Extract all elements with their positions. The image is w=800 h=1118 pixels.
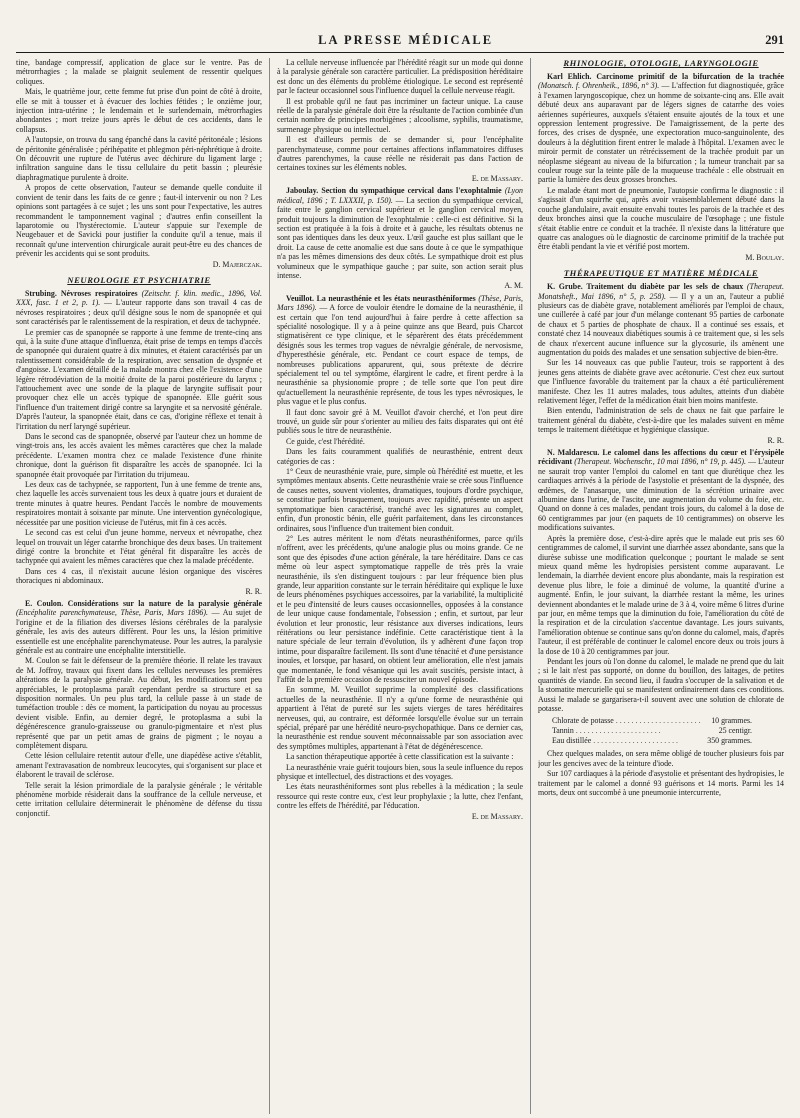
article-title: Considérations sur la nature de la paralysie générale [67, 598, 262, 608]
article-lead: — A force de vouloir étendre le domaine de la neurasthénie, il est certain que l'on tend aujourd'hui à faire perdre à cette affection sa spécialité nosologique. Il y a à peine quinze ans que Beard, puis Charcot stigmatisèrent ce type clinique, et le séparèrent des états précédemment désignés sous les termes trop vagues de névralgie générale, de nervosisme, d'hyperesthésie générale, etc. Pendant ce court espace de temps, de nombreuses publications apparurent, qui, sous prétexte de décrire spécialement tel ou tel symptôme, élargirent le cadre, et firent perdre à la neurasthénie sa physionomie propre ; de telle sorte que l'on peut dire qu'actuellement la neurasthénie représente, de tous les types névrosiques, le plus vague et le plus confus. [277, 303, 523, 407]
paragraph: Dans le second cas de spanopnée, observé par l'auteur chez un homme de vingt-trois ans, les accès avaient les mêmes caractères que chez la malade précédente. L'examen montra chez ce malade l'existence d'une rhinite chronique, dont la guérison fit disparaître les accès de spanopnée. Ici la spanopnée était provoquée par l'irritation du trijumeau. [16, 432, 262, 479]
author-signature: M. Boulay. [745, 252, 784, 262]
paragraph: Ce guide, c'est l'hérédité. [286, 436, 365, 446]
paragraph: Les deux cas de tachypnée, se rapportent, l'un à une femme de trente ans, chez laquelle les accès survenaient tous les deux à quatre jours et duraient de trente minutes à quatre heures. Pendant l'accès le nombre de mouvements respiratoires montait à soixante par minute. Une intervention gynécologique, nécessitée par une position vicieuse de l'utérus, mit fin à ces accès. [16, 480, 262, 527]
author-signature: E. de Massary. [471, 173, 523, 183]
paragraph: Bien entendu, l'administration de sels de chaux ne fait que parfaire le traitement général du diabète, c'est-à-dire que les malades suivent en même temps le traitement diététique et hygiénique classique. [538, 406, 784, 435]
section-heading: NEUROLOGIE ET PSYCHIATRIE [67, 274, 211, 285]
author-signature: D. Majerczak. [212, 259, 262, 269]
page-number: 291 [765, 33, 784, 47]
article-reference: (Therapeut. Wochenschr., 10 mai 1896, n° 19, p. 445). [574, 457, 746, 467]
text-columns [16, 58, 784, 1114]
article-author: Strubing. [25, 288, 57, 298]
paragraph: Il faut donc savoir gré à M. Veuillot d'avoir cherché, et l'on peut dire trouvé, un guide sûr pour s'orienter au milieu des faits disparates qui ont été publiés sous le titre de neurasthénie. [277, 407, 523, 436]
paragraph: Dans les faits couramment qualifiés de neurasthénie, entrent deux catégories de cas : [277, 447, 523, 466]
ingredient-quantity: 350 grammes. [707, 736, 752, 746]
column-left [16, 58, 262, 1114]
ingredient-quantity: 10 grammes. [711, 716, 752, 726]
ingredient-name: Chlorate de potasse . . . [552, 716, 707, 726]
author-signature: R. R. [767, 435, 784, 445]
paragraph: Le second cas est celui d'un jeune homme, nerveux et névropathe, chez lequel on trouvait un léger catarrhe bronchique des deux bases. Un traitement dirigé contre la bronchite et l'état général fit disparaître les accès de tachypnée qui avaient les mêmes caractères que chez la malade précédente. [16, 528, 262, 566]
prescription-table [552, 716, 752, 746]
article-lead: — L'auteur ne saurait trop vanter l'emploi du calomel en tant que diurétique chez les cardiaques arrivés à la période de l'asystolie et présentant de la dyspnée, des œdèmes, de l'anasarque, une diminution de la sécrétion urinaire avec albumine dans l'urine, de l'ascite, une augmentation du volume du foie, etc. Quand on donne à ces malades, pendant trois jours, du calomel à la dose de 60 centigrammes par jour (en paquets de 10 centigrammes) on observe les modifications suivantes. [538, 457, 784, 533]
author-signature: A. M. [504, 281, 523, 291]
paragraph: Il est probable qu'il ne faut pas incriminer un facteur unique. La cause réelle de la paralysie générale doit être la résultante de l'action combinée d'un certain nombre de principes morbigènes ; alcoolisme, syphilis, traumatisme, surmenage physique ou intellectuel. [277, 96, 523, 134]
article-reference: (Zeitschr. f. klin. medic., 1896, Vol. XXX, fasc. 1 et 2, p. 1). [16, 288, 262, 308]
article-lead: — La section du sympathique cervical, faite entre le ganglion cervical supérieur et le ganglion cervical moyen, produit toujours la diminution de l'exophtalmie : celle-ci est définitive. Si la section est pratiquée à la fois à droite et à gauche, les résultats obtenus ne sont pas identiques dans les deux yeux. L'œil gauche est plus saillant que le droit. La cause de cette anomalie est due sans doute à ce que le sympathique n'a pas les mêmes dimensions des deux côtés. Le sympathique droit est plus volumineux que le sympathique gauche ; par suite, son action serait plus intense. [277, 195, 523, 280]
article-author: K. Grube. [547, 282, 583, 292]
article-title: Névroses respiratoires [60, 288, 138, 298]
paragraph: Pendant les jours où l'on donne du calomel, le malade ne prend que du lait ; si le lait n'est pas supporté, on donne du bouillon, des laitages, de petites quantités de viande. En second lieu, il faudra s'occuper de la salivation et de la stomatite mercurielle qui se manifestent ordinairement dans ces conditions. Aussi le malade se gargarisera-t-il souvent avec une solution de chlorate de potasse. [538, 656, 784, 713]
prescription-row [552, 716, 752, 726]
paragraph: A l'autopsie, on trouva du sang épanché dans la cavité péritonéale ; lésions de péritonite généralisée ; périhépatite et phlegmon péri-néphrétique à droite. On découvrit une rupture de l'utérus avec déchirure du ligament large ; infiltration sanguine dans le tissu cellulaire du petit bassin ; pleurésie diaphragmatique purulente à droite. [16, 135, 262, 182]
author-signature: E. de Massary. [471, 811, 523, 821]
section-heading: RHINOLOGIE, OTOLOGIE, LARYNGOLOGIE [563, 58, 759, 68]
paragraph: Le malade étant mort de pneumonie, l'autopsie confirma le diagnostic : il s'agissait d'un squirrhe qui, après avoir vraisemblablement débuté dans la couche glandulaire, avait ensuite envahi toutes les parois de la trachée et des deux bronches ainsi que la couche musculaire de l'œsophage ; une fistule s'était établie entre ce conduit et la trachée. Il n'existe dans la littérature que quatre cas analogues où le diagnostic de carcinome primitif de la trachée put être établi pendant la vie et vérifié post mortem. [538, 185, 784, 252]
article-reference: (Encéphalite parenchymateuse, Thèse, Paris, Mars 1896). [16, 608, 208, 618]
article-author: E. Coulon. [25, 598, 64, 608]
paragraph: 2° Les autres méritent le nom d'états neurasthéniformes, parce qu'ils n'offrent, avec les précédents, qu'une analogie plus ou moins grande. Ce ne sont que des épisodes d'une action générale, la tare héréditaire. Dans ce cas même où leur aspect symptomatique rappelle de très près la vraie neurasthénie, ils s'en distinguent toujours : par leur fréquence bien plus grande, leur apparition constante sur le terrain héréditaire qui explique le luxe de leurs phénomènes psychiques accessoires, par la variabilité, la multiplicité et le peu d'intensité de leurs causes occasionnelles, opposées à la constance de leur unique cause fondamentale, l'obsession ; enfin, et surtout, par leur évolution et leur pronostic, leur résistance aux diverses indications, leurs réitérations ou leur persistance indéfinie. Cette caractéristique tient à la nature spéciale de leur terrain d'évolution, ils y adhèrent d'une façon trop intime, pour disparaître facilement. Ils sont d'une ténacité et d'une persistance inouïes, et lorsque, par hasard, on obtient leur amélioration, elle n'est jamais que momentanée, le fond vésanique qui les avait suscités, persiste intact, à l'affût de la première occasion de ressusciter un nouvel épisode. [277, 533, 523, 684]
article-coulon [16, 599, 262, 655]
article-strubing [16, 289, 262, 327]
paragraph: La neurasthénie vraie guérit toujours bien, sous la seule influence du repos physique et intellectuel, des distractions et des voyages. [277, 762, 523, 782]
running-title: LA PRESSE MÉDICALE [318, 33, 494, 47]
paragraph: La sanction thérapeutique apportée à cette classification est la suivante : [286, 752, 514, 762]
ingredient-quantity: 25 centigr. [718, 726, 752, 736]
paragraph: M. Coulon se fait le défenseur de la première théorie. Il relate les travaux de M. Joffroy, travaux qui fixent dans les cellules nerveuses les premières altérations de la paralysie générale. Au début, les modifications sont peu appréciables, le protoplasma paraît cependant perdre sa structure et sa disposition normales. Un peu plus tard, la cellule passe à un stade de tuméfaction trouble : dès ce moment, la participation du noyau au processus devient visible. Enfin, au dernier degré, le protoplasma a subi la dégénérescence granulo-graisseuse ou granulo-pigmentaire et n'est plus représenté que par un petit amas de grains de pigment ; le noyau a complètement disparu. [16, 656, 262, 751]
page-header [16, 28, 784, 48]
article-lead: — Au sujet de l'origine et de la filiation des diverses lésions cérébrales de la paralysie générale, les avis des auteurs diffèrent. Pour les uns, la lésion primitive essentielle est une encéphalite parenchymateuse. Pour les autres, la paralysie générale est au contraire une encéphalite interstitielle. [16, 608, 262, 655]
article-veuillot [277, 294, 523, 407]
article-reference: (Lyon médical, 1896 ; T. LXXXII, p. 150). [277, 186, 523, 205]
header-rule [16, 52, 784, 53]
article-reference: (Thèse, Paris, Mars 1896). [277, 293, 523, 313]
paragraph: La cellule nerveuse influencée par l'hérédité réagit sur un mode qui donne à la paralysie générale son caractère particulier. La prédisposition héréditaire est donc un des éléments du problème étiologique. Le second est représenté par le facteur occasionnel sous l'influence duquel la cellule nerveuse réagit. [277, 58, 523, 96]
article-reference: (Monatsch. f. Ohrenheik., 1896, n° 3). [538, 81, 660, 91]
article-lead: — L'affection fut diagnostiquée, grâce à l'examen laryngoscopique, chez un homme de soixante-cinq ans. Elle avait débuté deux ans auparavant par de légers signes de catarrhe des voies aériennes supérieures, auxquels s'étaient ensuite ajoutés de la toux et une oppression lentement progressive. De l'amaigrissement, de la perte des forces, des crises de dyspnée, une expectoration muco-sanguinolente, des douleurs à la déglutition firent entrer le malade à l'hôpital. L'examen avec le miroir permit de constater un rétrécissement de la trachée produit par un néoplasme siégeant au niveau de la bifurcation ; la tumeur tranchait par sa couleur rouge sur la teinte pâle de la muqueuse trachéale : elle obstruait en partie la lumière des deux grosses bronches. [538, 81, 784, 185]
prescription-row [552, 726, 752, 736]
article-title: Traitement du diabète par les sels de chaux [586, 282, 744, 292]
column-right [538, 58, 784, 1114]
paragraph: A propos de cette observation, l'auteur se demande quelle conduite il convient de tenir dans les faits de ce genre ; faut-il intervenir ou non ? Les opinions sont partagées à ce sujet ; les uns sont pour l'expectative, les autres recommandent le tamponnement vaginal ; d'autres enfin conseillent la laparotomie ou l'hystérectomie. L'auteur s'appuie sur l'exemple de Neugebauer et de Savicki pour justifier la conduite qu'il a tenue, mais il reconnaît qu'une intervention chirurgicale aurait peut-être eu des chances de prévenir les accidents qui se sont produits. [16, 183, 262, 259]
article-author: Jaboulay. [286, 186, 319, 196]
paragraph: Le premier cas de spanopnée se rapporte à une femme de trente-cinq ans qui, à la suite d'une attaque d'influenza, était prise de temps en temps d'accès de spanopnée qui duraient quatre à dix minutes, et étaient caractérisés par un ralentissement considérable de la respiration, avec sensation de dyspnée et d'angoisse. L'examen détaillé de la malade montra chez elle l'existence d'une légère rétrodéviation de la moitié droite de la paroi postérieure du larynx ; l'attouchement avec une sonde de la plaque de laryngite suffisait pour provoquer chez elle un accès typique de spanopnée. Elle guérit sous l'influence d'un traitement dirigé contre sa laryngite et sa nervosité générale. D'après l'auteur, la spanopnée était, dans ce cas, d'origine réflexe et tenait à l'irritation du nerf laryngé supérieur. [16, 327, 262, 431]
article-ehlich [538, 72, 784, 185]
paragraph: Chez quelques malades, on sera même obligé de toucher plusieurs fois par jour les gencives avec de la teinture d'iode. [538, 749, 784, 768]
ingredient-name: Tannin . . . [552, 726, 715, 736]
article-title: La neurasthénie et les états neurasthéniformes [316, 293, 476, 303]
paragraph: Sur 107 cardiaques à la période d'asystolie et présentant des hydropisies, le traitement par le calomel a donné 93 guérisons et 14 morts. Parmi les 14 morts, deux ont succombé à une pneumonie intercurrente, [538, 769, 784, 798]
column-divider [269, 58, 270, 1114]
paragraph: Telle serait la lésion primordiale de la paralysie générale ; le véritable phénomène morbide résiderait dans la souffrance de la cellule nerveuse, et cette irritation cellulaire déterminerait le phénomène de défense du tissu conjonctif. [16, 780, 262, 818]
column-divider [530, 58, 531, 1114]
author-signature: R. R. [245, 586, 262, 596]
paragraph: 1° Ceux de neurasthénie vraie, pure, simple où l'hérédité est muette, et les symptômes mentaux absents. Cette neurasthénie vraie se crée sous l'influence de causes nettes, souvent violentes, dramatiques, toujours d'ordre psychique, se constitue parfois brusquement, toujours avec rapidité, présente un aspect symptomatique bien caractérisé, tranché avec les signatures au complet, enfin, d'un pronostic bénin, elle guérit parfaitement, dans les circonstances ordinaires, sous l'influence d'un traitement bien conduit. [277, 467, 523, 533]
article-author: Veuillot. [286, 293, 314, 303]
prescription-row [552, 736, 752, 746]
article-lead: — Il y a un an, l'auteur a publié plusieurs cas de diabète grave, notablement améliorés par l'emploi de chaux, une cuillerée à café par jour d'un mélange contenant 95 parties de carbonate de chaux et 5 parties de phosphate de chaux. Il a continué ses essais, et constaté chez 14 nouveaux diabétiques soumis à ce traitement que, si les sels de chaux n'exercent aucune influence sur la glycosurie, ils amènent une augmentation du poids des malades et une sensation subjective de bien-être. [538, 291, 784, 357]
article-lead: — L'auteur rapporte dans son travail 4 cas de névroses respiratoires ; deux qu'il désigne sous le nom de spanopnée et qui sont caractérisés par le ralentissement de la respiration, et deux de tachypnée. [16, 298, 262, 327]
paragraph: En somme, M. Veuillot supprime la complexité des classifications actuelles de la neurasthénie. Il n'y a qu'une forme de neurasthénie qui appartient à l'état de pureté sur les sujets vierges de tares héréditaires nerveuses, qui, au contraire, est déformée lorsqu'elle évolue sur un terrain spécial, préparé par une hérédité neuro-psychopathique. Dans ce dernier cas, la neurasthénie est rendue souvent méconnaissable par son association avec des symptômes multiples, appartenant à l'état de dégénérescence. [277, 685, 523, 751]
section-heading: THÉRAPEUTIQUE ET MATIÈRE MÉDICALE [563, 268, 759, 279]
paragraph: tine, bandage compressif, application de glace sur le ventre. Pas de métrorrhagies ; la malade se plaignit seulement de ressentir quelques coliques. [16, 58, 262, 86]
article-maldarescu [538, 448, 784, 533]
ingredient-name: Eau distillée . . . [552, 736, 703, 746]
article-author: Karl Ehlich. [547, 72, 592, 81]
paragraph: Après la première dose, c'est-à-dire après que le malade eut pris ses 60 centigrammes de calomel, il survint une diarrhée assez abondante, sans que la diurèse subisse une modification quelconque ; pourtant le malade se sent mieux quand même les hydropisies persistent comme auparavant. Le lendemain, la diarrhée devient encore plus abondante, mais la respiration est devenue plus libre, le foie a diminué de volume, la quantité d'urine a augmenté. Enfin, le jour suivant, la diarrhée restant la même, les urines deviennent abondantes et le malade urine de 3 à 4, voire même 6 litres d'urine par jour, en même temps que la diminution du foie, l'amélioration du côté de la respiration et de la circulation s'accentue davantage. Les jours suivants, l'amélioration obtenue se continue sans qu'on donne du calomel, mais, d'après l'auteur, il est préférable de continuer le calomel encore deux ou trois jours à la dose de 10 à 20 centigrammes par jour. [538, 533, 784, 656]
article-title: Carcinome primitif de la bifurcation de la trachée [596, 72, 784, 81]
paragraph: Sur les 14 nouveaux cas que publie l'auteur, trois se rapportent à des jeunes gens atteints de diabète grave avec acétonurie. C'est chez eux surtout que l'influence favorable du traitement par la chaux a été particulièrement manifeste. Chez les 11 autres malades, tous adultes, atteints d'un diabète relativement léger, l'effet de la médication était bien moins manifeste. [538, 358, 784, 405]
paragraph: Dans ces 4 cas, il n'existait aucune lésion organique des viscères thoraciques ni abdominaux. [16, 566, 262, 586]
article-title: Le calomel dans les affections du cœur et l'érysipèle récidivant [538, 448, 784, 467]
article-jaboulay [277, 186, 523, 280]
paragraph: Mais, le quatrième jour, cette femme fut prise d'un point de côté à droite, elle se mit à tousser et à évacuer des lochies fétides ; le onzième jour, injection intra-utérine ; le lendemain et le surlendemain, métrorrhagies abondantes ; mort treize jours après le début de ces accidents, dans le collapsus. [16, 87, 262, 134]
column-middle [277, 58, 523, 1114]
article-author: N. Maldarescu. [547, 448, 600, 458]
article-reference: (Therapeut. Monatsheft., Mai 1896, n° 5, p. 258). [538, 282, 784, 301]
article-grube [538, 282, 784, 357]
article-title: Section du sympathique cervical dans l'exophtalmie [321, 186, 502, 196]
paragraph: Cette lésion cellulaire retentit autour d'elle, une diapédèse active s'établit, amenant l'extravasation de nombreux leucocytes, qui s'organisent sur place et élaborent le travail de sclérose. [16, 751, 262, 780]
paragraph: Il est d'ailleurs permis de se demander si, pour l'encéphalite parenchymateuse, comme pour certaines affections inflammatoires diffuses d'autres parenchymes, la cause réelle ne résiderait pas dans l'action de certaines toxines sur les éléments nobles. [277, 135, 523, 173]
paragraph: Les états neurasthéniformes sont plus rebelles à la médication ; la seule ressource qui reste contre eux, c'est leur prophylaxie ; la lutte, chez l'enfant, contre les effets de l'hérédité, par l'éducation. [277, 782, 523, 811]
